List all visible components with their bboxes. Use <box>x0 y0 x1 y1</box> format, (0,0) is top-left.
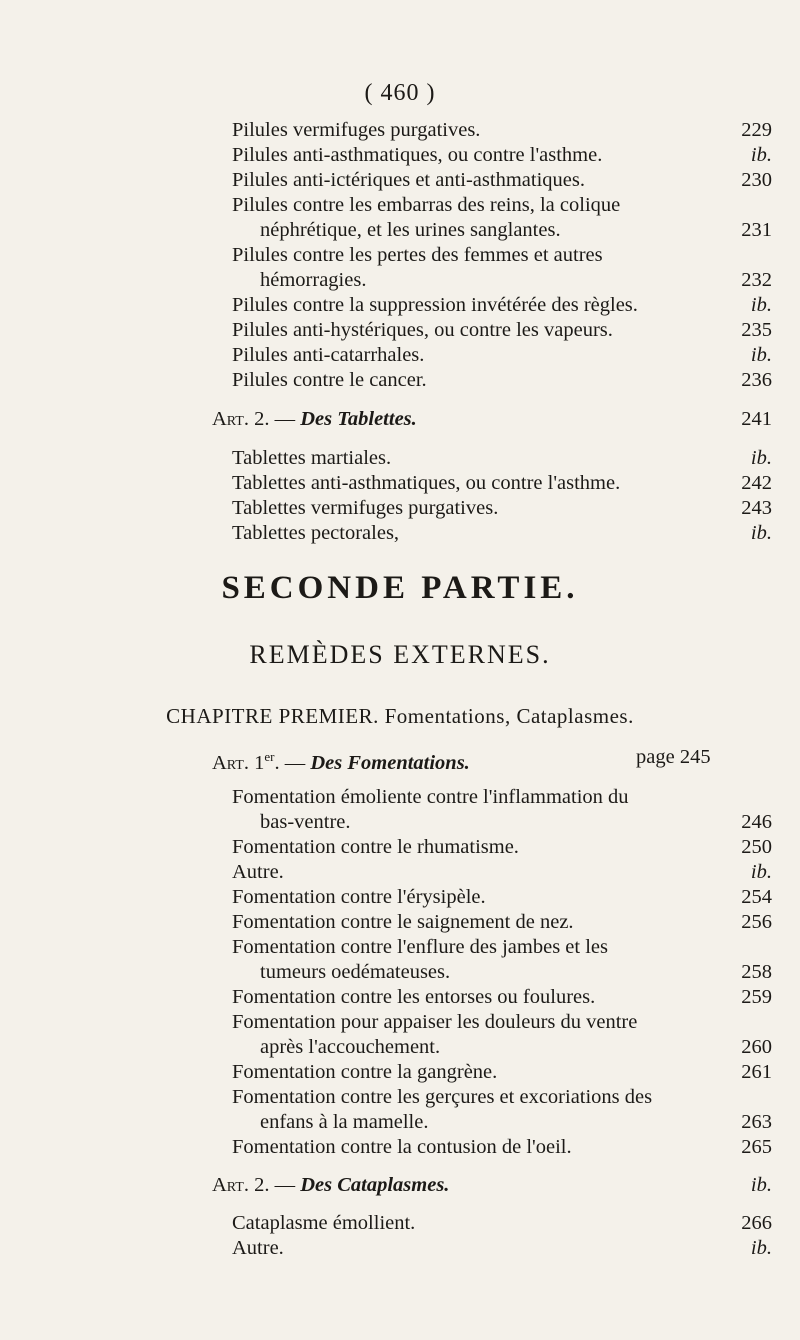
list-item: bas-ventre. <box>260 811 351 833</box>
list-item: Fomentation contre la gangrène. <box>232 1061 498 1083</box>
page-ref: 241 <box>741 408 772 430</box>
list-item: enfans à la mamelle. <box>260 1111 429 1133</box>
list-item: Tablettes anti-asthmatiques, ou contre l'asthme. <box>232 472 621 494</box>
article-heading-fomentations <box>212 745 470 775</box>
page-ref: 260 <box>741 1036 772 1058</box>
article-prefix: Art. 2. — <box>212 1174 296 1196</box>
article-heading-tablettes <box>212 407 417 431</box>
list-item: Pilules vermifuges purgatives. <box>232 119 481 141</box>
list-item: Tablettes pectorales, <box>232 522 400 544</box>
list-item: néphrétique, et les urines sanglantes. <box>260 219 561 241</box>
list-item: Pilules anti-asthmatiques, ou contre l'asthme. <box>232 144 603 166</box>
page-ref: 229 <box>741 119 772 141</box>
page-word: page <box>636 746 675 768</box>
page-ref: 232 <box>741 269 772 291</box>
page-ref: 230 <box>741 169 772 191</box>
page-ref: 246 <box>741 811 772 833</box>
list-item: Pilules contre les embarras des reins, la colique <box>232 194 621 216</box>
list-item: Autre. <box>232 1237 284 1259</box>
page-ref: 242 <box>741 472 772 494</box>
list-item: Fomentation contre la contusion de l'oeil. <box>232 1136 572 1158</box>
page-number-header: ( 460 ) <box>364 80 436 106</box>
list-item: Pilules anti-ictériques et anti-asthmatiques. <box>232 169 585 191</box>
list-item: Pilules anti-hystériques, ou contre les vapeurs. <box>232 319 613 341</box>
page-ref: ib. <box>750 447 772 469</box>
page-ref: ib. <box>750 1174 772 1196</box>
article-prefix: Art. 1 <box>212 751 265 774</box>
list-item: Fomentation pour appaiser les douleurs du ventre <box>232 1011 638 1033</box>
section-heading-seconde-partie: SECONDE PARTIE. <box>221 570 579 606</box>
list-item: Cataplasme émollient. <box>232 1212 416 1234</box>
list-item: Tablettes martiales. <box>232 447 392 469</box>
section-subheading-remedes: REMÈDES EXTERNES. <box>249 640 551 669</box>
page-ref: ib. <box>750 144 772 166</box>
page-ref: 231 <box>741 219 772 241</box>
page-ref: 259 <box>741 986 772 1008</box>
page-ref: 263 <box>741 1111 772 1133</box>
list-item: Tablettes vermifuges purgatives. <box>232 497 499 519</box>
page-label <box>636 745 711 769</box>
page-ref: ib. <box>750 522 772 544</box>
article-prefix: Art. 2. — <box>212 408 296 430</box>
page-ref: ib. <box>750 344 772 366</box>
list-item: Fomentation contre l'érysipèle. <box>232 886 486 908</box>
article-dash: . — <box>274 751 306 774</box>
page-ref: 254 <box>741 886 772 908</box>
list-item: après l'accouchement. <box>260 1036 441 1058</box>
page-ref: 256 <box>741 911 772 933</box>
list-item: Fomentation contre les gerçures et excoriations des <box>232 1086 653 1108</box>
page-ref: 236 <box>741 369 772 391</box>
article-heading-cataplasmes <box>212 1173 449 1197</box>
list-item: Pilules contre la suppression invétérée des règles. <box>232 294 638 316</box>
page-ref: 266 <box>741 1212 772 1234</box>
article-title: Des Fomentations. <box>310 751 470 774</box>
page-ref: 250 <box>741 836 772 858</box>
page-ref: 235 <box>741 319 772 341</box>
list-item: Fomentation émoliente contre l'inflammation du <box>232 786 629 808</box>
list-item: tumeurs oedémateuses. <box>260 961 451 983</box>
page-ref: ib. <box>750 294 772 316</box>
article-sup: er <box>264 749 275 764</box>
page-ref: 243 <box>741 497 772 519</box>
page-ref: 265 <box>741 1136 772 1158</box>
list-item: Fomentation contre le rhumatisme. <box>232 836 519 858</box>
list-item: hémorragies. <box>260 269 367 291</box>
list-item: Autre. <box>232 861 284 883</box>
list-item: Pilules contre les pertes des femmes et autres <box>232 244 603 266</box>
list-item: Fomentation contre l'enflure des jambes et les <box>232 936 608 958</box>
article-title: Des Tablettes. <box>300 408 417 430</box>
page-ref: 258 <box>741 961 772 983</box>
page-ref: ib. <box>750 1237 772 1259</box>
page-ref: 245 <box>679 746 711 768</box>
list-item: Pilules contre le cancer. <box>232 369 427 391</box>
chapter-heading: CHAPITRE PREMIER. Fomentations, Cataplasmes. <box>166 704 634 728</box>
article-title: Des Cataplasmes. <box>300 1174 450 1196</box>
page-ref: ib. <box>750 861 772 883</box>
list-item: Pilules anti-catarrhales. <box>232 344 425 366</box>
page-ref: 261 <box>741 1061 772 1083</box>
list-item: Fomentation contre les entorses ou foulures. <box>232 986 596 1008</box>
list-item: Fomentation contre le saignement de nez. <box>232 911 574 933</box>
